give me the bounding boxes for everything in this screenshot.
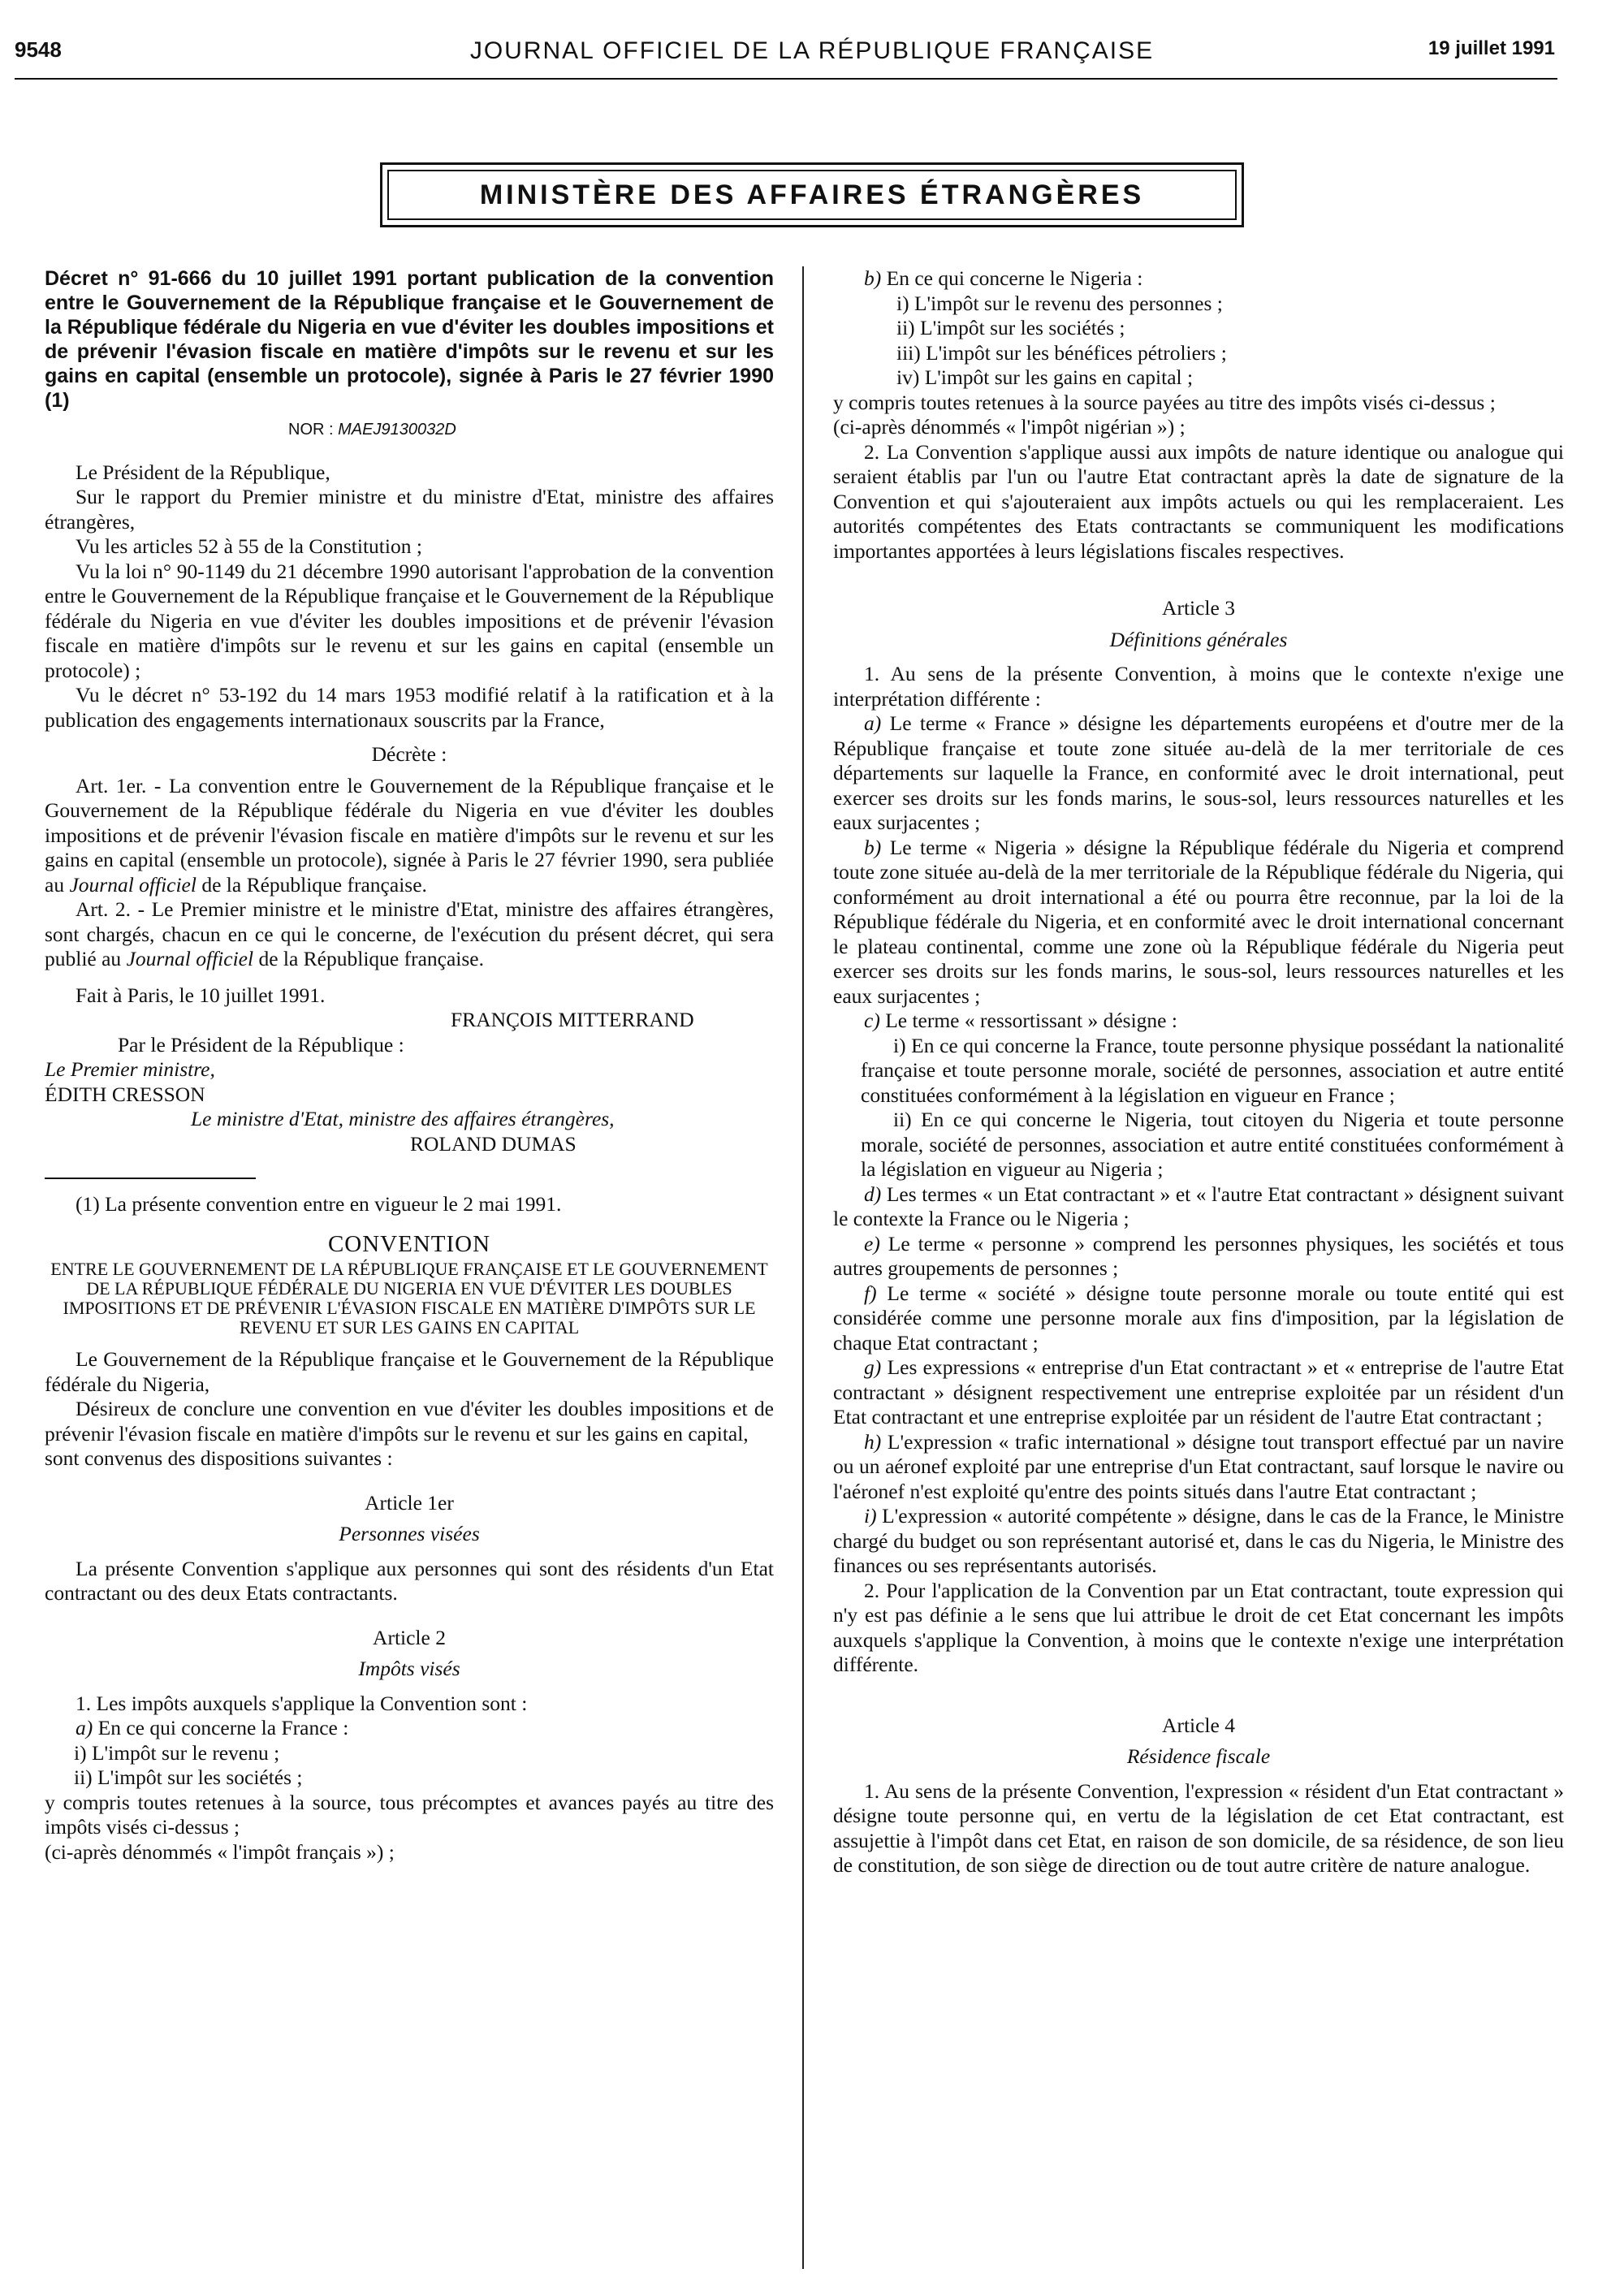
header-rule (15, 78, 1557, 80)
article-3-h-label: h) (864, 1429, 882, 1454)
decree-vu-constitution: Vu les articles 52 à 55 de la Constitution ; (76, 534, 422, 558)
decree-president: Le Président de la République, (76, 460, 330, 484)
page-header (0, 0, 1624, 73)
article-2-p2: 2. La Convention s'applique aussi aux impôts de nature identique ou analogue qui seraient établis par l'un ou l'autre Etat contractant après la date de signature de la Convention et qui s'ajouteraient aux impôts actuels ou qui les remplaceraient. Les autorités compétentes des Etats contractants se communiquent les modifications importantes apportées à leurs législations fiscales respectives. (833, 439, 1564, 563)
decree-decrete: Décrète : (371, 742, 447, 766)
decree-art2-text: Art. 2. - Le Premier ministre et le ministre d'Etat, ministre des affaires étrangères, sont chargés, chacun en ce qui le concerne, de l'exécution du présent décret, qui sera publié au (45, 897, 774, 970)
article-3-i-text: L'expression « autorité compétente » désigne, dans le cas de la France, le Ministre chargé du budget ou son représentant autorisé et, dans le cas du Nigeria, le Ministre des finances ou ses représentants autorisés. (833, 1504, 1565, 1577)
article-3-c (833, 1009, 1564, 1034)
article-3-i-label: i) (864, 1504, 877, 1528)
decree-rapport: Sur le rapport du Premier ministre et du ministre d'Etat, ministre des affaires étrangères, (45, 485, 774, 534)
article-2-b (833, 266, 1564, 292)
article-1-title: Article 1er (365, 1490, 454, 1515)
nor-value: MAEJ9130032D (338, 421, 456, 439)
ministry-banner (380, 162, 1244, 227)
article-3-d-text: Les termes « un Etat contractant » et « l'autre Etat contractant » désignent suivant le contexte la France ou le Nigeria ; (833, 1182, 1565, 1230)
article-3-f (833, 1281, 1564, 1356)
article-1-text: La présente Convention s'applique aux personnes qui sont des résidents d'un Etat contractant ou des deux Etats contractants. (45, 1556, 774, 1605)
decree-art2-journal: Journal officiel (126, 947, 254, 970)
article-3-a-label: a) (864, 711, 882, 735)
article-3-c-i: i) En ce qui concerne la France, toute personne physique possédant la nationalité française et toute personne morale, société de personnes, association et autre entité constituées conformément à la législation en vigueur en France ; (861, 1033, 1564, 1107)
decree-article-1 (45, 774, 774, 898)
nor-label: NOR : (288, 421, 334, 439)
article-3-g (833, 1355, 1564, 1430)
journal-title: JOURNAL OFFICIEL DE LA RÉPUBLIQUE FRANÇAISE (469, 37, 1155, 64)
article-3-a-text: Le terme « France » désigne les départements européens et d'outre mer de la République française et toute zone située au-delà de la mer territoriale de ces départements sur laquelle la France, en conformité avec le droit international, peut exercer ses droits sur les fonds marins, le sous-sol, leurs ressources naturelles et les eaux surjacentes ; (833, 711, 1564, 834)
decree-art1-journal: Journal officiel (69, 872, 197, 897)
article-3-i (833, 1504, 1564, 1579)
article-3-d-label: d) (864, 1182, 882, 1206)
column-divider (802, 266, 804, 2269)
article-3-c-text: Le terme « ressortissant » désigne : (885, 1009, 1177, 1032)
decree-par-le-president: Par le Président de la République : (118, 1032, 404, 1057)
decree-art1-end: de la République française. (201, 872, 427, 897)
article-2-b-text: En ce qui concerne le Nigeria : (886, 266, 1143, 290)
article-3-d (833, 1182, 1564, 1232)
article-2-subtitle: Impôts visés (358, 1657, 460, 1680)
decree-art1-label: Art. 1er. - (76, 773, 162, 797)
article-2-b-tail-2: (ci-après dénommés « l'impôt nigérian ») ; (833, 415, 1186, 439)
decree-art1-text: La convention entre le Gouvernement de la République française et le Gouvernement de la République fédérale du Nigeria en vue d'éviter les doubles impositions et de prévenir l'évasion fiscale en matière d'impôts sur le revenu et sur les gains en capital (ensemble un protocole), signée à Paris le 27 février 1990, sera publiée au (45, 773, 775, 897)
article-3-b-label: b) (864, 835, 882, 859)
article-3-title: Article 3 (1162, 596, 1235, 620)
article-2-b-item: iii) L'impôt sur les bénéfices pétroliers ; (896, 340, 1227, 365)
decree-article-2 (45, 897, 774, 972)
article-3-g-text: Les expressions « entreprise d'un Etat contractant » et « entreprise de l'autre Etat contractant » désignent respectivement une entreprise exploitée par un résident d'un Etat contractant et une entreprise exploitée par un résident de l'autre Etat contractant ; (833, 1355, 1565, 1428)
decree-art2-end: de la République française. (258, 947, 485, 970)
article-3-p1: 1. Au sens de la présente Convention, à moins que le contexte n'exige une interprétation différente : (833, 662, 1564, 711)
decree-fait: Fait à Paris, le 10 juillet 1991. (76, 983, 326, 1007)
nor-reference (288, 417, 774, 443)
article-4-subtitle: Résidence fiscale (1126, 1744, 1271, 1768)
article-2-b-item: ii) L'impôt sur les sociétés ; (896, 316, 1125, 339)
article-2-b-item: iv) L'impôt sur les gains en capital ; (896, 365, 1194, 389)
article-2-title: Article 2 (373, 1625, 446, 1649)
decree-minister-name: ROLAND DUMAS (410, 1131, 577, 1156)
article-3-h-text: L'expression « trafic international » désigne tout transport effectué par un navire ou un aéronef exploité par une entreprise d'un Etat contractant, sauf lorsque le navire ou l'aéronef n'est exploité qu'entre des points situés dans l'autre Etat contractant ; (833, 1429, 1564, 1503)
article-3-b (833, 836, 1564, 1009)
article-3-b-text: Le terme « Nigeria » désigne la République fédérale du Nigeria et comprend toute zone située au-delà de la mer territoriale de la République fédérale du Nigeria, qui conformément au droit international a été ou pourra être reconnue, par la loi de la République fédérale du Nigeria, et en conformité avec le droit international concernant le plateau continental, comme une zone où la République fédérale du Nigeria peut exercer ses droits sur les fonds marins, le sous-sol, leurs ressources naturelles et les eaux surjacentes ; (833, 835, 1565, 1008)
article-4-p1: 1. Au sens de la présente Convention, l'expression « résident d'un Etat contractant » désigne toute personne qui, en vertu de la législation de cet Etat contractant, est assujettie à l'impôt dans cet Etat, en raison de son domicile, de sa résidence, de son lieu de constitution, de son siège de direction ou de tout autre critère de nature analogue. (833, 1778, 1564, 1877)
article-2-a-label: a) (76, 1716, 93, 1739)
article-2-b-tail-1: y compris toutes retenues à la source payées au titre des impôts visés ci-dessus ; (833, 390, 1496, 414)
decree-vu-decret: Vu le décret n° 53-192 du 14 mars 1953 modifié relatif à la ratification et à la publication des engagements internationaux souscrits par la France, (45, 683, 774, 732)
right-column (833, 266, 1564, 1878)
decree-minister-title: Le ministre d'Etat, ministre des affaires étrangères, (191, 1107, 615, 1130)
decree-footnote: (1) La présente convention entre en vigueur le 2 mai 1991. (76, 1192, 562, 1216)
article-3-subtitle: Définitions générales (1109, 627, 1288, 651)
decree-title: Décret n° 91-666 du 10 juillet 1991 portant publication de la convention entre le Gouvernement de la République française et le Gouvernement de la République fédérale du Nigeria en vue d'éviter les doubles impositions et de prévenir l'évasion fiscale en matière d'impôts sur le revenu et sur les gains en capital (ensemble un protocole), signée à Paris le 27 février 1990 (1) (45, 267, 774, 412)
article-3-c-label: c) (864, 1009, 880, 1032)
convention-preamble-1: Le Gouvernement de la République française et le Gouvernement de la République fédérale du Nigeria, (45, 1347, 774, 1396)
article-3-c-ii: ii) En ce qui concerne le Nigeria, tout citoyen du Nigeria et toute personne morale, société de personnes, association et autre entité constituées conformément à la législation en vigueur au Nigeria ; (861, 1108, 1564, 1181)
article-2-p1: 1. Les impôts auxquels s'applique la Convention sont : (76, 1691, 528, 1715)
decree-signer: FRANÇOIS MITTERRAND (451, 1008, 694, 1031)
article-3-h (833, 1430, 1564, 1505)
article-2-a-text: En ce qui concerne la France : (97, 1716, 349, 1739)
left-column (45, 266, 774, 1865)
article-2-a (45, 1716, 774, 1741)
article-3-e-label: e) (864, 1231, 880, 1255)
convention-preamble-2: Désireux de conclure une convention en vue d'éviter les doubles impositions et de prévenir l'évasion fiscale en matière d'impôts sur le revenu et sur les gains en capital, (45, 1397, 774, 1445)
article-3-f-label: f) (864, 1281, 877, 1305)
article-2-b-item: i) L'impôt sur le revenu des personnes ; (896, 291, 1223, 315)
article-2-a-tail-2: (ci-après dénommés « l'impôt français ») ; (45, 1839, 395, 1864)
decree-vu-loi: Vu la loi n° 90-1149 du 21 décembre 1990 autorisant l'approbation de la convention entre le Gouvernement de la République française et le Gouvernement de la République fédérale du Nigeria en vue d'éviter les doubles impositions et de prévenir l'évasion fiscale en matière d'impôts sur le revenu et sur les gains en capital (ensemble un protocole) ; (45, 559, 774, 682)
convention-preamble-3: sont convenus des dispositions suivantes : (45, 1446, 393, 1470)
decree-pm-name: ÉDITH CRESSON (45, 1082, 205, 1106)
article-3-g-label: g) (864, 1355, 882, 1379)
convention-title: CONVENTION (327, 1230, 491, 1257)
decree-pm-title: Le Premier ministre, (45, 1057, 215, 1081)
article-4-title: Article 4 (1162, 1713, 1235, 1737)
article-2-a-item: ii) L'impôt sur les sociétés ; (74, 1765, 303, 1789)
article-2-a-tail-1: y compris toutes retenues à la source, tous précomptes et avances payés au titre des impôts visés ci-dessus ; (45, 1790, 774, 1839)
article-2-a-item: i) L'impôt sur le revenu ; (74, 1740, 280, 1765)
convention-subtitle: ENTRE LE GOUVERNEMENT DE LA RÉPUBLIQUE FRANÇAISE ET LE GOUVERNEMENT DE LA RÉPUBLIQUE FÉDÉRALE DU NIGERIA EN VUE D'ÉVITER LES DOUBLES IMPOSITIONS ET DE PRÉVENIR L'ÉVASION FISCALE EN MATIÈRE D'IMPÔTS SUR LE REVENU ET SUR LES GAINS EN CAPITAL (50, 1259, 768, 1337)
article-3-a (833, 711, 1564, 836)
article-3-e (833, 1232, 1564, 1281)
issue-date: 19 juillet 1991 (1427, 37, 1555, 59)
article-3-e-text: Le terme « personne » comprend les personnes physiques, les sociétés et tous autres groupements de personnes ; (833, 1231, 1565, 1280)
article-3-p2: 2. Pour l'application de la Convention par un Etat contractant, toute expression qui n'y est pas définie a le sens que lui attribue le droit de cet Etat concernant les impôts auxquels s'applique la Convention, à moins que le contexte n'exige une interprétation différente. (833, 1578, 1564, 1676)
article-3-f-text: Le terme « société » désigne toute personne morale ou toute entité qui est considérée comme une personne morale aux fins d'imposition, par la législation de chaque Etat contractant ; (833, 1281, 1565, 1355)
article-1-subtitle: Personnes visées (339, 1522, 480, 1545)
ministry-title: MINISTÈRE DES AFFAIRES ÉTRANGÈRES (387, 170, 1237, 220)
page-number: 9548 (15, 37, 62, 62)
article-2-b-label: b) (864, 266, 882, 290)
footnote-rule (45, 1178, 256, 1179)
